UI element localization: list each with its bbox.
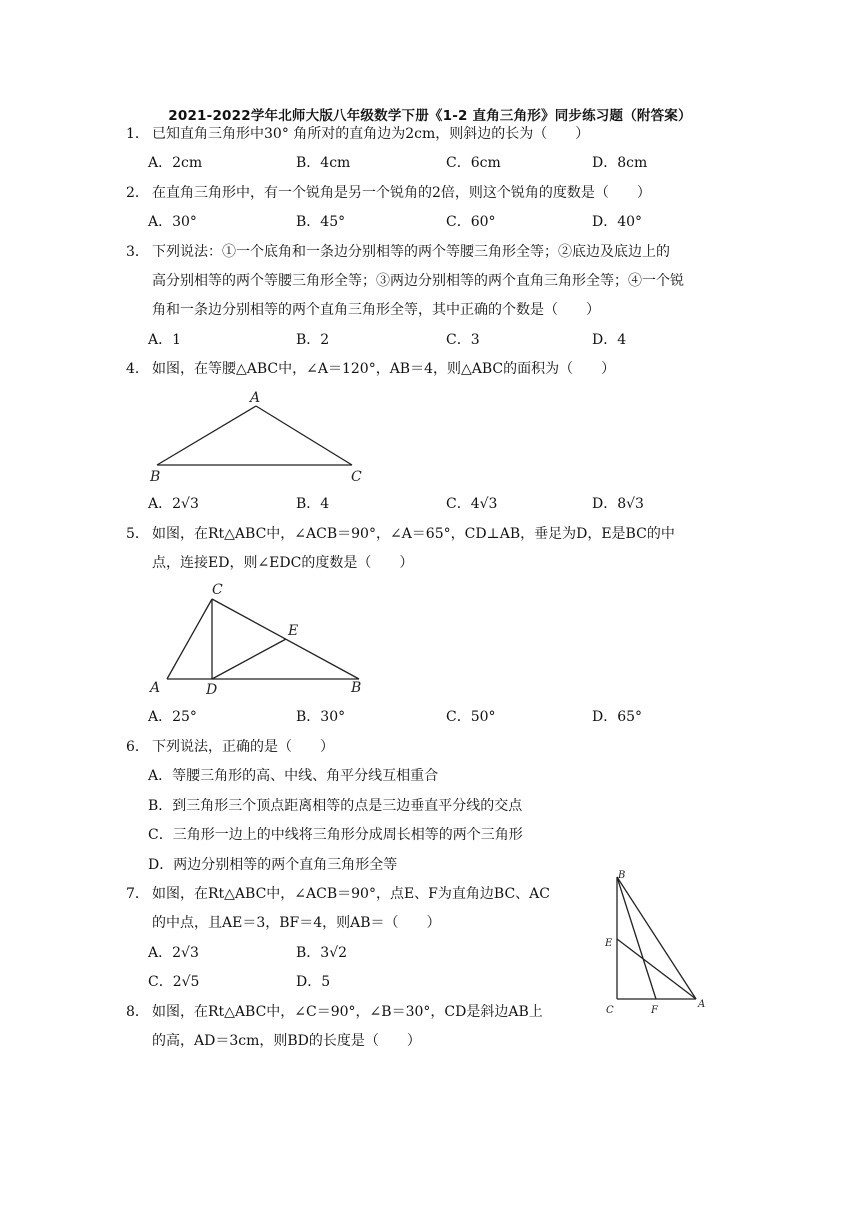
question-5-line-2: 点，连接ED，则∠EDC的度数是（ ） xyxy=(152,555,414,571)
segment-bf xyxy=(617,877,656,999)
q4-triangle-figure xyxy=(145,388,375,488)
question-text: 已知直角三角形中30° 角所对的直角边为2cm，则斜边的长为（ ） xyxy=(152,126,590,142)
q5-option-a: A．25° xyxy=(148,709,197,725)
question-5 xyxy=(126,524,675,544)
point-label-e: E xyxy=(605,938,613,949)
q5-option-c: C．50° xyxy=(446,709,496,725)
q2-option-d: D．40° xyxy=(592,214,643,230)
q4-option-b: B．4 xyxy=(296,496,330,512)
vertex-label-c: C xyxy=(212,582,223,598)
question-number: 8． xyxy=(126,1004,149,1020)
q6-option-d: D．两边分别相等的两个直角三角形全等 xyxy=(148,857,398,873)
q3-option-c: C．3 xyxy=(446,332,480,348)
q2-option-b: B．45° xyxy=(296,214,346,230)
question-2 xyxy=(126,183,651,203)
q2-option-a: A．30° xyxy=(148,214,197,230)
question-text: 如图，在Rt△ABC中，∠C＝90°，∠B＝30°，CD是斜边AB上 xyxy=(152,1004,543,1020)
question-number: 2． xyxy=(126,185,149,201)
vertex-label-c: C xyxy=(351,469,362,485)
question-number: 6． xyxy=(126,739,149,755)
question-number: 3． xyxy=(126,244,149,260)
question-6 xyxy=(126,737,334,757)
point-label-f: F xyxy=(651,1005,658,1016)
question-number: 4． xyxy=(126,361,149,377)
question-3-line-3: 角和一条边分别相等的两个直角三角形全等，其中正确的个数是（ ） xyxy=(152,302,600,318)
vertex-label-c: C xyxy=(606,1005,614,1016)
q4-option-d: D．8√3 xyxy=(592,496,644,512)
q2-option-c: C．60° xyxy=(446,214,496,230)
question-text: 下列说法：①一个底角和一条边分别相等的两个等腰三角形全等；②底边及底边上的 xyxy=(152,244,670,260)
q4-option-c: C．4√3 xyxy=(446,496,498,512)
q3-option-d: D．4 xyxy=(592,332,627,348)
q5-triangle-figure xyxy=(148,580,378,700)
segment-de xyxy=(212,639,286,679)
q3-option-a: A．1 xyxy=(148,332,182,348)
point-label-d: D xyxy=(206,682,218,698)
q7-option-d: D．5 xyxy=(296,974,331,990)
q5-option-b: B．30° xyxy=(296,709,346,725)
question-number: 5． xyxy=(126,526,149,542)
question-number: 7． xyxy=(126,886,149,902)
q1-option-a: A．2cm xyxy=(148,155,203,171)
question-7-line-2: 的中点，且AE＝3，BF＝4，则AB＝（ ） xyxy=(152,915,441,931)
q3-option-b: B．2 xyxy=(296,332,330,348)
question-text: 如图，在Rt△ABC中，∠ACB＝90°，∠A＝65°，CD⊥AB，垂足为D，E是BC的中 xyxy=(152,526,675,542)
vertex-label-a: A xyxy=(250,390,261,406)
segment-ab xyxy=(157,406,256,465)
question-8-line-2: 的高，AD＝3cm，则BD的长度是（ ） xyxy=(152,1033,421,1049)
question-1 xyxy=(126,124,589,144)
point-label-e: E xyxy=(288,623,299,639)
q6-option-a: A．等腰三角形的高、中线、角平分线互相重合 xyxy=(148,768,439,784)
q7-option-b: B．3√2 xyxy=(296,945,348,961)
segment-ac xyxy=(256,406,352,465)
question-text: 如图，在等腰△ABC中，∠A＝120°，AB＝4，则△ABC的面积为（ ） xyxy=(152,361,616,377)
q1-option-b: B．4cm xyxy=(296,155,351,171)
q1-option-d: D．8cm xyxy=(592,155,648,171)
segment-ab xyxy=(617,877,696,999)
q5-option-d: D．65° xyxy=(592,709,643,725)
q7-option-a: A．2√3 xyxy=(148,945,199,961)
vertex-label-a: A xyxy=(698,999,706,1010)
vertex-label-b: B xyxy=(618,870,626,881)
vertex-label-a: A xyxy=(150,680,161,696)
question-text: 下列说法，正确的是（ ） xyxy=(152,739,334,755)
segment-ea xyxy=(617,939,696,999)
vertex-label-b: B xyxy=(351,680,362,696)
q7-triangle-figure xyxy=(600,868,715,1018)
q6-option-b: B．到三角形三个顶点距离相等的点是三边垂直平分线的交点 xyxy=(148,798,523,814)
question-text: 在直角三角形中，有一个锐角是另一个锐角的2倍，则这个锐角的度数是（ ） xyxy=(152,185,651,201)
question-number: 1． xyxy=(126,126,149,142)
q1-option-c: C．6cm xyxy=(446,155,501,171)
q4-option-a: A．2√3 xyxy=(148,496,199,512)
worksheet-title: 2021-2022学年北师大版八年级数学下册《1-2 直角三角形》同步练习题（附答案） xyxy=(168,108,692,124)
q7-option-c: C．2√5 xyxy=(148,974,200,990)
question-text: 如图，在Rt△ABC中，∠ACB＝90°，点E、F为直角边BC、AC xyxy=(152,886,550,902)
question-8 xyxy=(126,1002,543,1022)
vertex-label-b: B xyxy=(150,469,161,485)
question-4 xyxy=(126,359,615,379)
q6-option-c: C．三角形一边上的中线将三角形分成周长相等的两个三角形 xyxy=(148,827,523,843)
question-7 xyxy=(126,884,550,904)
question-3 xyxy=(126,242,670,262)
question-3-line-2: 高分别相等的两个等腰三角形全等；③两边分别相等的两个直角三角形全等；④一个锐 xyxy=(152,273,684,289)
segment-ac xyxy=(167,599,212,679)
